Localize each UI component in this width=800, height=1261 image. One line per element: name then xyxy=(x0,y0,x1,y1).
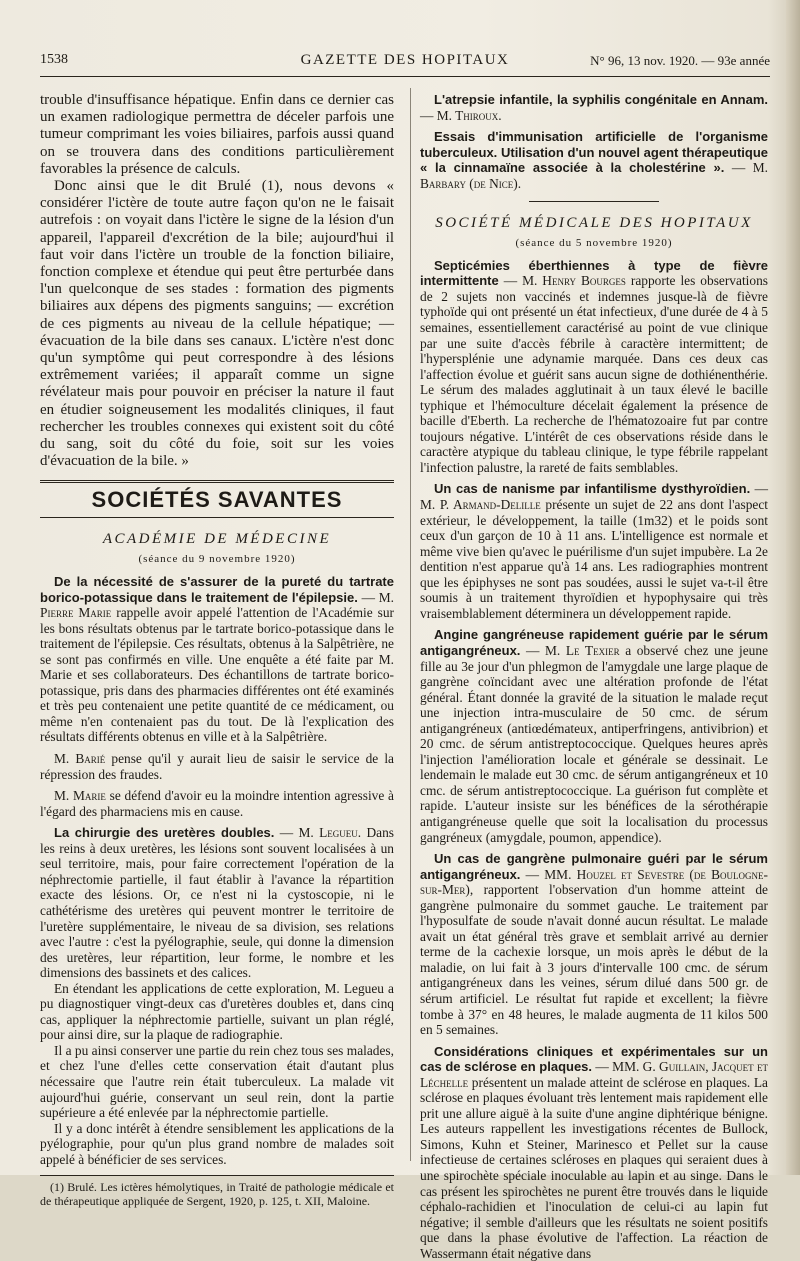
footnote xyxy=(40,1175,394,1208)
article-author: — M. P. Armand-Delille xyxy=(420,481,768,513)
article-author: M. Pierre Marie xyxy=(40,589,394,621)
article-text: rappelle avoir appelé l'attention de l'Académie sur les bons résultats obtenus par le tartrate borico-potassique dans le traitement de l'épilepsie. Ces résultats, obtenus à la Salpêtrière, ne se sont pas confirmés en ville. Une enquête a été faite par M. Marie et ses collaborateurs. Des échantillons de tartrate borico-potassique, pris dans des pharmacies différentes ont été examinés et très peu contenaient une petite quantité de ce médicament, ou même n'en contenaient pas du tout. De là l'explication des résultats différents obtenus en ville et à la Salpêtrière. xyxy=(40,605,394,745)
article-author: — M. Le Texier xyxy=(526,642,620,658)
article-text: rapportent l'observation d'un homme atteint de gangrène pulmonaire du sommet gauche. Le traitement par l'hyposulfate de soude n'avait donné aucun résultat. Le malade avait un état général très grave et semblait arrivé au dernier terme de la cachexie lorsque, un mois après le début de la maladie, on lui fait à 3 jours d'intervalle 100 cmc. de sérum antigangréneux dans les veines, sérum dilué dans 500 gr. de sérum artificiel. Le résultat fut rapide et excellent; la fièvre tombe à 37° en 48 heures, le malade augmenta de 11 kilos 500 en 5 semaines. xyxy=(420,882,768,1038)
section-banner: SOCIÉTÉS SAVANTES xyxy=(40,480,394,518)
article-title: La chirurgie des uretères doubles. xyxy=(54,825,275,841)
article-text: se défend d'avoir eu la moindre intention agressive à l'égard des pharmaciens mis en cause. xyxy=(40,788,394,819)
footnote-text: (1) Brulé. Les ictères hémolytiques, in Traité de pathologie médicale et de thérapeutique appliquée de Sergent, 1920, p. 125, t. XII, Maloine. xyxy=(40,1180,394,1209)
article xyxy=(40,751,394,782)
article xyxy=(420,129,768,191)
article-paragraph: Il a pu ainsi conserver une partie du rein chez tous ses malades, et chez l'une d'elles cette conservation était d'autant plus nécessaire que l'autre rein était tuberculeux. La malade vit aujourd'hui guérie, conservant un seul rein, dont la partie supérieure a été enlevée par la néphrectomie partielle. xyxy=(40,1042,394,1121)
article xyxy=(420,92,768,123)
article-text: Dans les reins à deux uretères, les lésions sont souvent localisées à un seul territoire, mais, pour faire correctement l'opération de la néphrectomie partielle, il faut établir à l'avance la répartition exacte des lésions. Or, ce n'est ni la cystoscopie, ni le cathétérisme des uretères qui peuvent montrer le territoire de l'uretère supplémentaire, le niveau de sa division, ses relations avec l'autre : c'est la pyélographie, seule, qui donne la dimension des uretères, leur répartition, leur forme, le nombre et les dimensions des bassinets et des calices. xyxy=(40,825,395,981)
article-author: — MM. Houzel et Sevestre (de Boulogne-sur-Mer), xyxy=(420,866,768,898)
article: La chirurgie des uretères doubles. — M. Legueu. Dans les reins à deux uretères, les lésions sont souvent localisées à un seul territoire, mais, pour faire correctement l'opération de la néphrectomie partielle, il faut établir à l'avance la répartition exacte des lésions. Or, ce n'est ni la cystoscopie, ni le cathétérisme des uretères qui peuvent montrer le territoire de l'uretère supplémentaire, le niveau de sa division, ses relations avec l'autre : c'est la pyélographie, seule, qui donne la dimension des uretères, leur répartition, leur forme, le nombre et les dimensions des bassinets et des calices. xyxy=(40,825,395,981)
article-text: présente un sujet de 22 ans dont l'aspect extérieur, le développement, la taille (1m32) et le poids sont ceux d'un garçon de 10 à 11 ans. L'intelligence est normale et même vive bien qu'avec le puérilisme d'un sujet impubère. La 2e dentition n'est apparue qu'à 14 ans. Les radiographies montrent que les épiphyses ne sont pas soudées, aussi le sujet va-t-il être soumis à un traitement thyroïdien et hypophysaire qui très vraisemblablement déterminera un développement rapide. xyxy=(420,497,768,621)
article-author: M. Legueu. xyxy=(298,825,362,841)
society-title: SOCIÉTÉ MÉDICALE DES HOPITAUX xyxy=(435,215,753,232)
article xyxy=(420,627,768,845)
session-date: (séance du 9 novembre 1920) xyxy=(138,553,296,566)
article-author: — M. Barbary (de Nice). xyxy=(420,160,768,191)
article-paragraph: En étendant les applications de cette exploration, M. Legueu a pu diagnostiquer vingt-deux cas d'uretères doubles et, dans cinq cas, appliquer la néphrectomie partielle, suivant un plan réglé, pour ainsi dire, sur la plaque de radiographie. xyxy=(40,980,394,1043)
column-divider xyxy=(410,88,411,1161)
issue-info: N° 96, 13 nov. 1920. — 93e année xyxy=(590,53,770,68)
article-author: — M. Thiroux. xyxy=(420,107,502,123)
right-column xyxy=(420,92,768,1261)
article-title: Un cas de nanisme par infantilisme dysthyroïdien. xyxy=(434,481,751,497)
article-title: De la nécessité de s'assurer de la pureté du tartrate borico-potassique dans le traitement de l'épilepsie. xyxy=(40,574,394,605)
article-text: présentent un malade atteint de sclérose en plaques. La sclérose en plaques évoluant très lentement mais rapidement elle prit une allure aiguë à la suite d'une angine diphtérique bénigne. Les auteurs rappellent les investigations récentes de Bullock, Simons, Kuhn et Steiner, Marinesco et Pellet sur la cause infectieuse de certaines scléroses en plaques qui seraient dues à une spirochète spéciale inoculable au lapin et au singe. Dans le cas présent les spirochètes ne purent être trouvés dans le liquide céphalo-rachidien et l'inoculation de celui-ci au lapin fut négative; il semble d'ailleurs que les résultats ne soient positifs que dans la phase évolutive de l'affection. La réaction de Wassermann était négative dans xyxy=(420,1074,768,1261)
article xyxy=(420,258,768,476)
journal-title: GAZETTE DES HOPITAUX xyxy=(300,52,510,68)
article-author: M. Barié xyxy=(54,751,106,767)
article xyxy=(420,851,768,1038)
article: De la nécessité de s'assurer de la pureté du tartrate borico-potassique dans le traitement de l'épilepsie. — M. Pierre Marie rappelle avoir appelé l'attention de l'Académie sur les bons résultats obtenus par le tartrate borico-potassique dans le traitement de l'épilepsie. Ces résultats, obtenus à la Salpêtrière, ne se sont pas confirmés en ville. Une enquête a été faite par M. Marie et ses collaborateurs. Des échantillons de tartrate borico-potassique, pris dans des pharmacies différentes ont été examinés et très peu contenaient une petite quantité de ce médicament, ou même n'en contenaient pas du tout. De là l'explication des résultats différents obtenus en ville et à la Salpêtrière. xyxy=(40,574,394,745)
intro-paragraph: trouble d'insuffisance hépatique. Enfin dans ce dernier cas un examen radiologique permettra de déceler parfois une tumeur comprimant les voies biliaires, parfois aussi quand on se trouvera dans des conditions particulièrement favorables la présence de calculs. xyxy=(40,92,394,177)
article-title: Essais d'immunisation artificielle de l'organisme tuberculeux. Utilisation d'un nouvel agent thérapeutique « la cinnamaïne associée à la cholestérine ». xyxy=(420,129,768,176)
article-text: a observé chez une jeune fille au 3e jour d'un phlegmon de l'amygdale une large plaque de gangrène coïncidant avec une altération profonde de l'état général. Étant donnée la gravité de la situation le malade reçut une injection intra-musculaire de 50 cmc. de sérum antigangréneux (antiœdémateux, antiperfringens, antivibrion) et 20 cmc. de sérum antistreptococcique. Quelques heures après l'injection l'amélioration locale et générale se dessinait. Le lendemain le malade eut 30 cmc. de sérum antigangréneux et 10 cmc. de sérum antistreptococcique. La guérison fut complète et rapide. L'auteur insiste sur les bénéfices de la sérothérapie antigangréneuse quelle que soit la localisation du processus gangréneux (amygdale, poumon, appendice). xyxy=(420,642,769,845)
article xyxy=(420,481,768,621)
article xyxy=(40,788,394,819)
session-date: (séance du 5 novembre 1920) xyxy=(515,237,673,250)
section-divider xyxy=(529,201,659,202)
article-title: Septicémies éberthiennes à type de fièvre intermittente xyxy=(420,257,768,289)
article-title: Considérations cliniques et expérimentales sur un cas de sclérose en plaques. xyxy=(420,1043,768,1075)
page-edge xyxy=(786,0,800,1175)
article-title: L'atrepsie infantile, la syphilis congénitale en Annam. xyxy=(434,92,768,107)
article-text: rapporte les observations de 2 sujets non vaccinés et indemnes jusque-là de fièvre typhoïde qui ont présenté un état infectieux, d'une durée de 4 à 5 semaines, essentiellement caractérisé au point de vue clinique par une suite d'accès fébrile à caractère intermittent; de l'hypersplénie une adynamie marquée. Dans ces deux cas l'affection évolue et guérit sans aucun signe de dothiénenthérie. Le sérum des malades agglutinait à un taux élevé le bacille typhique et l'hémoculture décelait également la présence de bacille d'Eberth. La recherche de l'hématozoaire fut par contre toujours négative. L'intérêt de ces observations réside dans le caractère atypique du tableau clinique, le type fébrile rappelant l'infection palustre, la rareté de faits semblables. xyxy=(420,273,768,475)
page-header xyxy=(40,50,770,77)
article-text: pense qu'il y aurait lieu de saisir le service de la répression des fraudes. xyxy=(40,751,394,782)
article-title: Un cas de gangrène pulmonaire guéri par le sérum antigangréneux. xyxy=(420,851,768,882)
article-author: M. Marie xyxy=(54,788,106,804)
article-author: — MM. G. Guillain, Jacquet et Léchelle xyxy=(420,1059,768,1090)
page-number: 1538 xyxy=(40,52,68,67)
article-paragraph: Il y a donc intérêt à étendre sensiblement les applications de la pyélographie, pour qu'un plus grand nombre de malades soit appelé à bénéficier de ses services. xyxy=(40,1120,394,1167)
society-title: ACADÉMIE DE MÉDECINE xyxy=(102,531,332,548)
article xyxy=(420,1044,768,1261)
left-column xyxy=(40,92,394,1208)
article-title: Angine gangréneuse rapidement guérie par le sérum antigangréneux. xyxy=(420,627,768,658)
intro-paragraph: Donc ainsi que le dit Brulé (1), nous devons « considérer l'ictère de toute autre façon qu'on ne le faisait autrefois : on voyait dans l'ictère le signe de la lésion d'un appareil, l'appareil d'excrétion de la bile; aujourd'hui il faut voir dans l'ictère un trouble de la fonction biliaire, fonction complexe et étendue qui peut être perturbée dans l'un quelconque de ses stades : formation des pigments biliaires aux dépens des pigments sanguins; — excrétion de ces pigments au niveau de la cellule hépatique; — évacuation de la bile dans ses canaux. L'ictère n'est donc qu'un symptôme qui peut correspondre à des lésions extrêmement variées; il apparaît comme un signe révélateur mais pour pouvoir en préciser la nature il faut en étudier soigneusement les modalités cliniques, il faut rechercher les troubles connexes qui existent soit du côté du sang, soit du côté du foie, soit sur les voies d'évacuation de la bile. » xyxy=(40,178,394,470)
article-author: — M. Henry Bourges xyxy=(503,273,626,289)
